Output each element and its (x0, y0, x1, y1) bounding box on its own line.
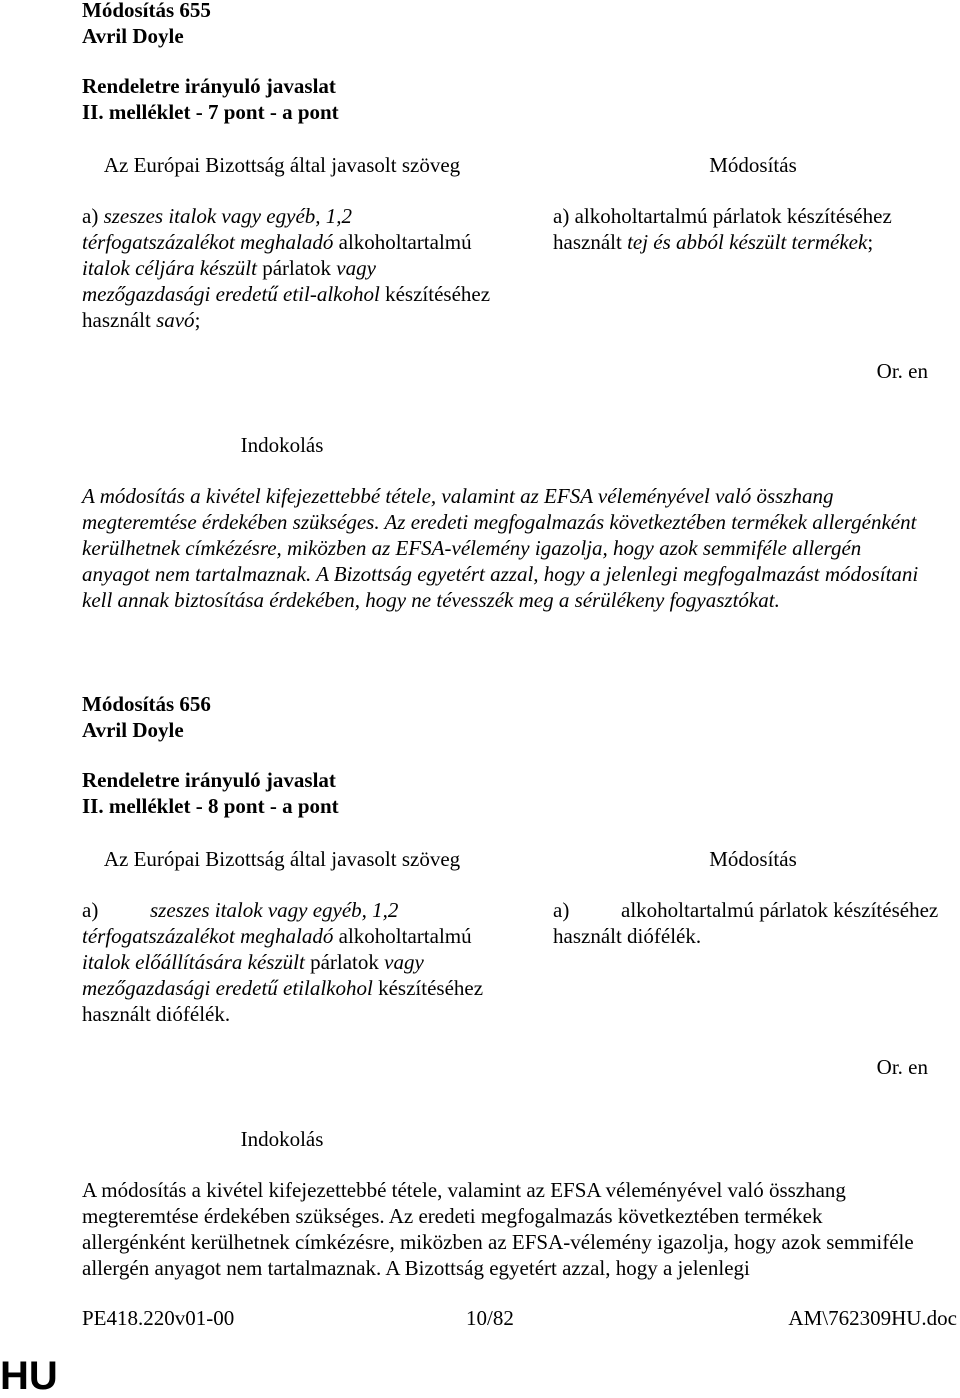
amendment-header-2 (82, 691, 582, 819)
changed-text-segment: tej és abból készült termékek (627, 230, 868, 254)
proposal-type: Rendeletre irányuló javaslat (82, 74, 336, 98)
changed-text-segment: szeszes italok vagy egyéb, 1,2 térfogatszázalékot meghaladó (82, 898, 399, 948)
proposal-type: Rendeletre irányuló javaslat (82, 768, 336, 792)
amendment-header (82, 0, 582, 125)
text-segment: készítéséhez használt (82, 282, 491, 332)
amendment-author: Avril Doyle (82, 718, 184, 742)
justification-text-2: A módosítás a kivétel kifejezettebbé tétele, valamint az EFSA véleményével való összhang megteremtése érdekében szükséges. Az eredeti megfogalmazás következtében termékek allergénként kerülhetnek címkézésre, miközben az EFSA-vélemény igazolja, hogy azok semmiféle allergén anyagot nem tartalmaznak. A Bizottság egyetért azzal, hogy a jelenlegi (82, 1178, 914, 1280)
changed-text-segment: savó (156, 308, 195, 332)
justification-title: Indokolás (240, 433, 324, 457)
footer-document-name: AM\762309HU.doc (788, 1306, 957, 1330)
text-segment: párlatok (256, 256, 337, 280)
text-segment: a) alkoholtartalmú párlatok készítéséhez használt (553, 204, 892, 254)
item-label: a) (553, 898, 570, 922)
amendment-text (553, 203, 943, 255)
language-code: HU (0, 1354, 58, 1398)
column-header-commission-text: Az Európai Bizottság által javasolt szöveg (103, 153, 461, 177)
amendment-location: II. melléklet - 7 pont - a pont (82, 100, 339, 124)
justification-text: A módosítás a kivétel kifejezettebbé tétele, valamint az EFSA véleményével való összhang megteremtése érdekében szükséges. Az eredeti megfogalmazás következtében termékek allergénként kerülhetnek címkézésre, miközben az EFSA-vélemény igazolja, hogy azok semmiféle allergén anyagot nem tartalmaznak. A Bizottság egyetért azzal, hogy a jelenlegi megfogalmazást módosítani kell annak biztosítása érdekében, hogy ne tévesszék meg a sérülékeny fogyasztókat. (82, 484, 919, 612)
amendment-body: alkoholtartalmú párlatok készítéséhez használt diófélék. (553, 898, 939, 948)
changed-text-segment: szeszes italok vagy egyéb, 1,2 térfogatszázalékot meghaladó (82, 204, 353, 254)
text-segment: alkoholtartalmú (333, 230, 472, 254)
changed-text-segment: vagy mezőgazdasági eredetű etilalkohol (82, 950, 424, 1000)
column-header-amendment-2: Módosítás (709, 847, 797, 871)
text-segment: alkoholtartalmú (333, 924, 472, 948)
text-segment: a) (82, 204, 104, 228)
changed-text-segment: italok céljára készült (82, 256, 257, 280)
text-segment: ; (194, 308, 201, 332)
amendment-author: Avril Doyle (82, 24, 184, 48)
item-label: a) (82, 898, 99, 922)
column-header-commission-text-2: Az Európai Bizottság által javasolt szöveg (103, 847, 461, 871)
original-language: Or. en (876, 359, 928, 383)
amendment-number: Módosítás 656 (82, 692, 211, 716)
text-segment: párlatok (304, 950, 385, 974)
amendment-location: II. melléklet - 8 pont - a pont (82, 794, 339, 818)
justification-title-2: Indokolás (240, 1127, 324, 1151)
changed-text-segment: vagy mezőgazdasági eredetű etil-alkohol (82, 256, 380, 306)
text-segment: ; (867, 230, 874, 254)
column-header-amendment: Módosítás (709, 153, 797, 177)
commission-text (82, 203, 492, 333)
footer-page-number: 10/82 (466, 1306, 514, 1330)
changed-text-segment: italok előállítására készült (82, 950, 305, 974)
commission-text-2 (82, 897, 502, 1027)
original-language-2: Or. en (876, 1055, 928, 1079)
amendment-text-2 (553, 897, 943, 949)
text-segment: készítéséhez használt diófélék. (82, 976, 484, 1026)
amendment-number: Módosítás 655 (82, 0, 211, 22)
footer-reference: PE418.220v01-00 (82, 1306, 235, 1330)
